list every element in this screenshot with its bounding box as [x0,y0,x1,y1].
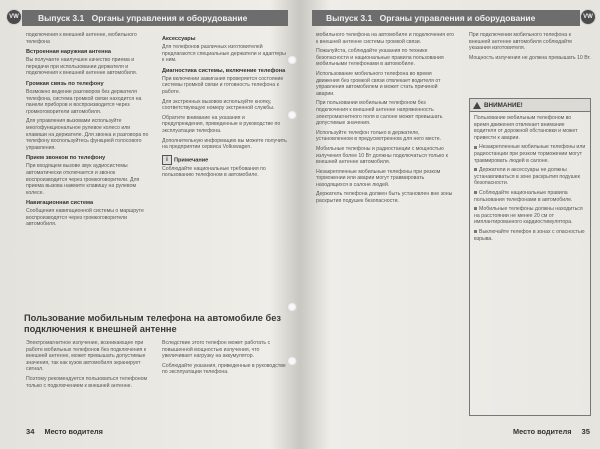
right-page [306,0,596,449]
note-icon: i [162,155,172,165]
bullet-item [474,206,586,226]
warning-box [469,98,591,416]
paragraph-text: Для телефонов различных изготовителей предлагаются специальные держатели и адаптеры к ним. [162,44,286,64]
paragraph [316,169,456,189]
footer-chapter: Место водителя [44,427,103,436]
paragraph-text: Использование мобильного телефона во время движения без громкой связи отвлекает водителя от управления автомобилем и может стать причиной аварии. [316,70,441,97]
paragraph [316,71,456,97]
paragraph [316,130,456,143]
paragraph-text: подключения к внешней антенне, мобильного телефона [26,32,137,45]
subheading [162,36,288,43]
paragraph-text: При включении зажигания проверяется состояние системы громкой связи и готовность телефона к работе. [162,75,284,95]
page-number: 35 [581,427,590,436]
paragraph-text: При входящем вызове звук аудиосистемы автоматически отключается и звонок воспроизводится через громкоговорители. Для приема вызова нажмите клавишу на рулевом колесе. [26,163,140,196]
bullet-icon [474,191,477,194]
paragraph [316,191,456,204]
paragraph [26,57,152,77]
right-page-column-2 [469,32,591,64]
bullet-icon [474,207,477,210]
subheading-text: Аксессуары [162,36,196,42]
paragraph-text: При пользовании мобильным телефоном без подключения к внешней антенне напряженность электромагнитного поля в салоне может превышать допустимые значения. [316,100,443,127]
header-section-number: Выпуск 3.1 [326,13,373,23]
bullet-item [474,167,586,187]
paragraph [26,89,152,115]
paragraph [316,146,456,166]
subheading [26,49,152,56]
paragraph-text: Вследствие этого телефон может работать с повышенной мощностью излучения, что увеличивает нагрузку на аккумулятор. [162,340,271,360]
paragraph-text: Незакрепленные мобильные телефоны при резком торможении или аварии могут травмировать находящихся в салоне людей. [316,168,441,188]
paragraph-text: Используйте телефон только в держателе, установленном в предусмотренном для него месте. [316,129,442,143]
left-page-column-2 [162,32,288,182]
bullet-icon [474,230,477,233]
left-page-footer [26,427,103,436]
paragraph [162,166,288,179]
paragraph [162,138,288,151]
paragraph-text: Пожалуйста, соблюдайте указания по технике безопасности и национальные правила пользования мобильными телефонами в автомобиле. [316,48,444,68]
subheading-text: Прием звонков по телефону [26,155,106,162]
header-title: Органы управления и оборудование [379,13,536,23]
section-title: Пользование мобильным телефона на автомобиле без подключения к внешней антенне [24,313,282,334]
left-page-bottom-column-2 [162,340,288,379]
paragraph [162,76,288,96]
left-page-header [22,10,288,26]
paragraph-text: Вы получаете наилучшее качество приема и передачи при использовании держателя и подключения к внешней антенне автомобиля. [26,57,138,77]
paragraph-text: При подключении мобильного телефона к внешней антенне автомобиля соблюдайте указания изготовителя. [469,32,573,52]
paragraph [162,340,288,360]
paragraph-text: Держатель телефона должен быть установлен вне зоны раскрытия подушек безопасности. [316,191,453,205]
paragraph-text: Мощность излучения не должна превышать 10 Вт. [469,54,591,61]
paragraph [162,363,288,376]
paragraph [162,44,288,64]
left-page-bottom-column-1 [26,340,152,392]
paragraph [26,376,152,389]
subheading-text: Навигационная система [26,200,94,207]
paragraph [316,100,456,126]
bullet-icon [474,168,477,171]
subheading-text: Встроенная наружная антенна [26,49,112,56]
subheading [162,68,288,75]
vw-logo-icon: VW [580,9,596,25]
bullet-text: Незакрепленные мобильные телефоны или радиостанции при резком торможении могут травмировать людей в салоне. [474,144,586,164]
paragraph-text: Для управления вызовами используйте многофункциональное рулевое колесо или клавиши на держателе. Для звонка и разговора по телефону воспользуйтесь функцией голосового управления. [26,118,149,151]
bullet-text: Выключайте телефон в зонах с опасностью взрыва. [474,228,585,242]
bullet-text: Соблюдайте национальные правила пользования телефонами в автомобиле. [474,189,573,203]
paragraph-text: Для экстренных вызовов используйте кнопку, соответствующую номеру экстренной службы. [162,98,275,112]
bullet-text: Держатели и аксессуары не должны устанавливаться в зоне раскрытия подушек безопасности. [474,167,580,187]
right-page-column-1 [316,32,456,208]
paragraph [26,340,152,373]
subheading [26,81,152,88]
paragraph [316,48,456,68]
warning-header [470,99,590,112]
left-page [4,0,294,449]
paragraph [26,208,152,228]
footer-chapter: Место водителя [513,427,572,436]
paragraph [469,32,591,52]
paragraph [26,118,152,151]
paragraph-text: Соблюдайте национальные требования по пользованию телефоном в автомобиле. [162,165,266,179]
paragraph [469,55,591,62]
bullet-item [474,229,586,242]
paragraph [26,32,152,45]
right-page-header [312,10,580,26]
paragraph [162,115,288,135]
page-number: 34 [26,427,35,436]
paragraph [316,32,456,45]
paragraph-text: Поэтому рекомендуется пользоваться телефоном только с подключением к внешней антенне. [26,375,148,389]
header-title: Органы управления и оборудование [91,13,248,23]
bullet-text: Мобильные телефоны должны находиться на расстоянии не менее 20 см от имплантированного кардиостимулятора. [474,206,583,226]
paragraph-text: Соблюдайте указания, приведенные в руководстве по эксплуатации телефона. [162,362,286,376]
bullet-item [474,190,586,203]
subheading [26,200,152,207]
warning-body [470,112,590,242]
bullet-item [474,144,586,164]
paragraph [474,115,586,141]
paragraph-text: Обратите внимание на указания и предупреждения, приведенные в руководстве по эксплуатации телефона. [162,114,281,134]
warning-title: ВНИМАНИЕ! [484,101,523,109]
header-section-number: Выпуск 3.1 [38,13,85,23]
paragraph-text: Мобильные телефоны и радиостанции с мощностью излучения более 10 Вт должны подключаться только к внешней антенне автомобиля. [316,145,448,166]
warning-triangle-icon [473,102,481,109]
vw-logo-icon: VW [6,9,22,25]
paragraph-text: Возможно ведение разговоров без держателя телефона, система громкой связи находится на панели приборов и воспроизводится через громкоговорители автомобиля. [26,88,142,115]
paragraph-text: мобильного телефона на автомобиле и подключения его к внешней антенне системы громкой связи. [316,32,455,45]
paragraph-text: Сообщения навигационной системы о маршруте воспроизводятся через громкоговорители автомобиля. [26,208,144,228]
subheading-text: Громкая связь по телефону [26,80,104,87]
bullet-icon [474,146,477,149]
subheading-text: Диагностика системы, включение телефона [162,67,286,74]
paragraph-text: Пользование мобильным телефоном во время движения отвлекает внимание водителя от дорожной обстановки и может привести к аварии. [474,115,578,141]
subheading [26,155,152,162]
note-heading-text: Примечание [174,157,209,164]
left-page-column-1 [26,32,152,231]
paragraph-text: Дополнительную информацию вы можете получить на предприятии сервиса Volkswagen. [162,137,287,151]
paragraph-text: Электромагнитное излучение, возникающее при работе мобильных телефонов без подключения к внешней антенне, может превышать допустимые значения, так как кузов автомобиля экранирует сигнал. [26,340,146,373]
right-page-footer [513,427,590,436]
paragraph [162,99,288,112]
note-heading [162,155,288,165]
paragraph [26,163,152,196]
